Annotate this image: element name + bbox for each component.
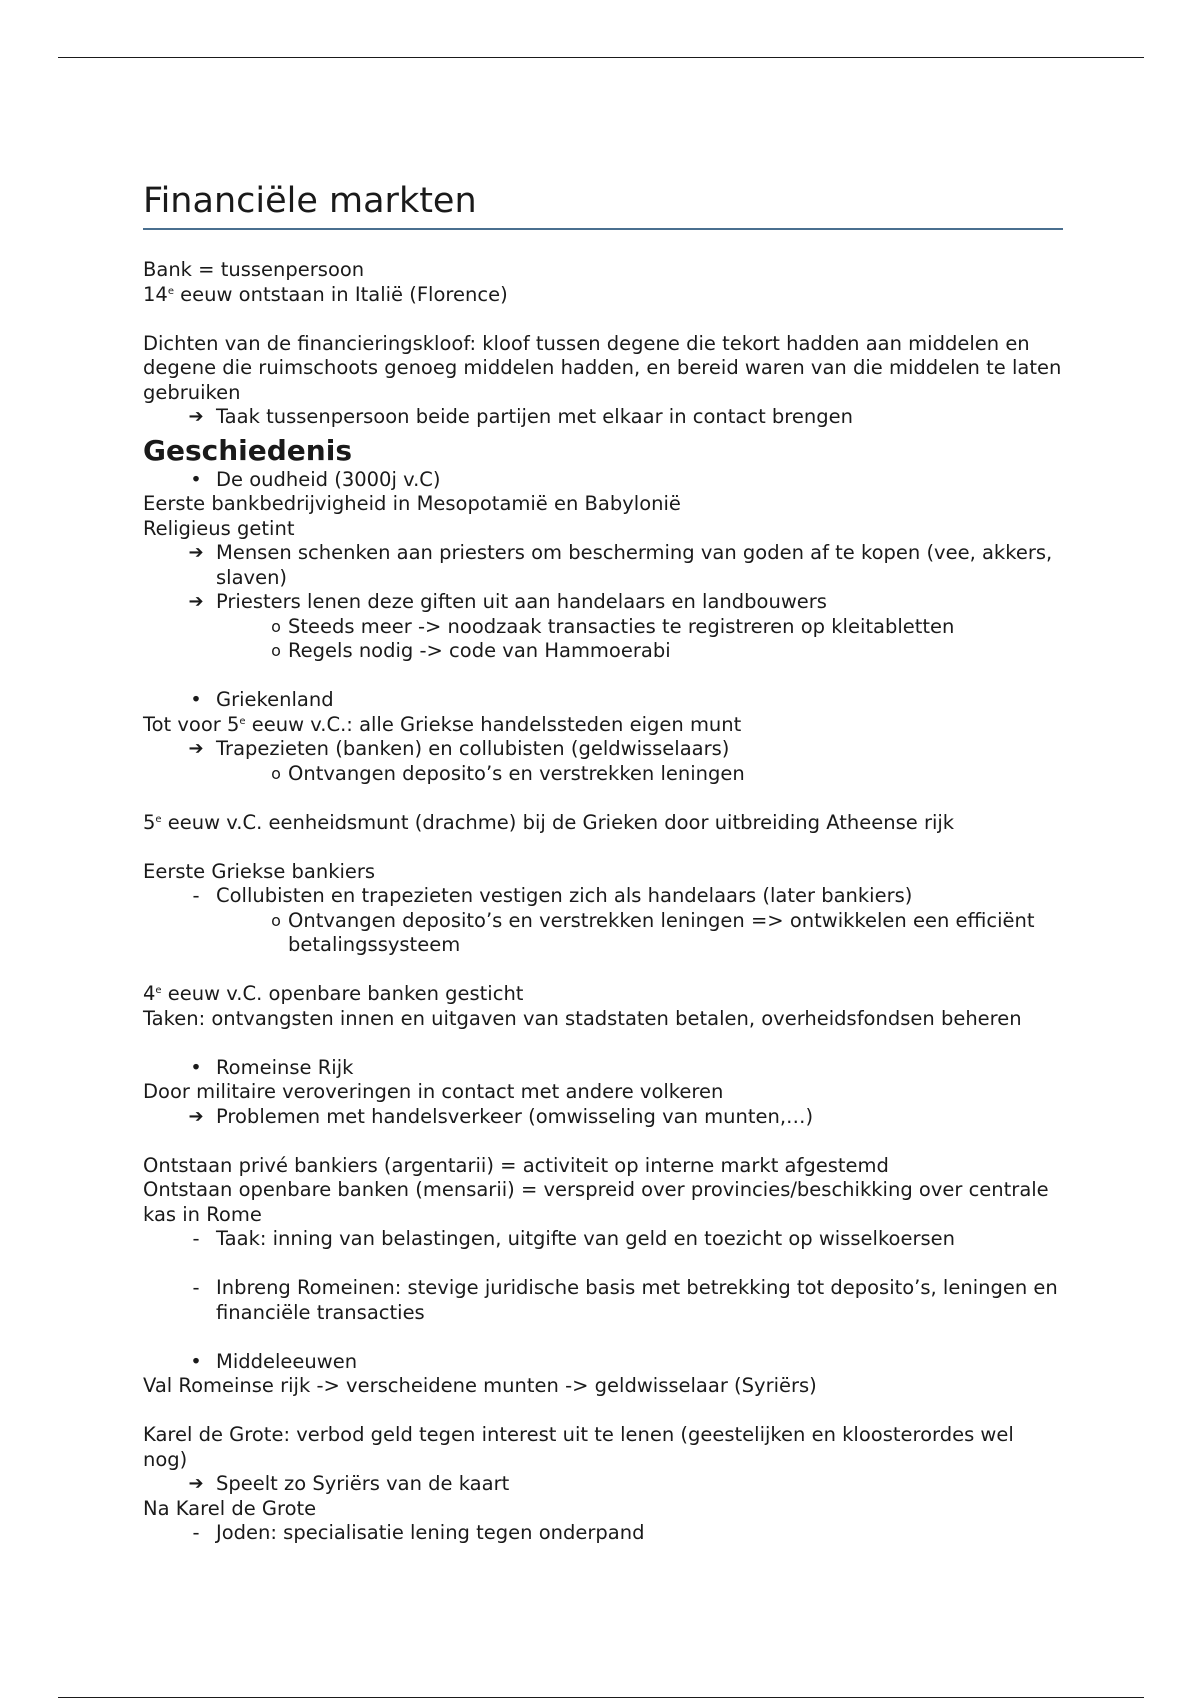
arrow-icon: ➔ <box>188 1105 204 1127</box>
bullet-icon: • <box>190 1055 202 1079</box>
section-heading: Geschiedenis <box>143 433 352 467</box>
sub-item: o Regels nodig -> code van Hammoerabi <box>143 639 1063 664</box>
bullet-item: • Romeinse Rijk <box>143 1056 1063 1081</box>
bullet-icon: • <box>190 688 202 711</box>
arrow-icon: ➔ <box>188 542 204 563</box>
page-top-rule <box>58 57 1144 58</box>
arrow-item: ➔ Speelt zo Syriërs van de kaart <box>143 1472 1063 1497</box>
dash-icon: - <box>192 1276 200 1299</box>
dash-icon: - <box>192 1521 200 1544</box>
arrow-item: ➔ Problemen met handelsverkeer (omwisseling van munten,…) <box>143 1105 1063 1130</box>
dash-item: - Taak: inning van belastingen, uitgifte van geld en toezicht op wisselkoersen <box>143 1227 1063 1252</box>
arrow-item: ➔ Taak tussenpersoon beide partijen met elkaar in contact brengen <box>143 405 1063 430</box>
text-line: Eerste bankbedrijvigheid in Mesopotamië en Babylonië <box>143 492 681 515</box>
sub-item: o Ontvangen deposito’s en verstrekken leningen => ontwikkelen een efficiënt betalingssysteem <box>143 909 1063 958</box>
text-line: 5e eeuw v.C. eenheidsmunt (drachme) bij de Grieken door uitbreiding Atheense rijk <box>143 810 955 834</box>
text-line: 4e eeuw v.C. openbare banken gesticht <box>143 982 524 1005</box>
circle-bullet-icon: o <box>271 910 281 930</box>
text-line: Tot voor 5e eeuw v.C.: alle Griekse handelssteden eigen munt <box>143 712 742 736</box>
document-body <box>143 178 1063 1546</box>
text-line: Eerste Griekse bankiers <box>143 859 376 883</box>
text-line: Religieus getint <box>143 516 295 540</box>
circle-bullet-icon: o <box>271 763 281 783</box>
bullet-icon: • <box>190 467 202 491</box>
arrow-icon: ➔ <box>188 406 204 427</box>
text-line: Ontstaan privé bankiers (argentarii) = activiteit op interne markt afgestemd <box>143 1153 889 1177</box>
sub-item: o Steeds meer -> noodzaak transacties te registreren op kleitabletten <box>143 615 1063 640</box>
bullet-item: • Griekenland <box>143 688 1063 713</box>
text-line: Na Karel de Grote <box>143 1496 317 1520</box>
bullet-item: • Middeleeuwen <box>143 1350 1063 1375</box>
intro-line: Bank = tussenpersoon <box>143 258 365 281</box>
dash-item: - Inbreng Romeinen: stevige juridische basis met betrekking tot deposito’s, leningen en financiële transacties <box>143 1276 1063 1325</box>
bullet-icon: • <box>190 1349 202 1373</box>
arrow-icon: ➔ <box>188 738 204 759</box>
dash-icon: - <box>192 1227 200 1250</box>
circle-bullet-icon: o <box>271 616 281 636</box>
text-line: Karel de Grote: verbod geld tegen interest uit te lenen (geestelijken en kloosterordes wel nog) <box>143 1423 1014 1471</box>
dash-item: - Joden: specialisatie lening tegen onderpand <box>143 1521 1063 1546</box>
text-line: Ontstaan openbare banken (mensarii) = verspreid over provincies/beschikking over centrale kas in Rome <box>143 1178 1049 1226</box>
bullet-item: • De oudheid (3000j v.C) <box>143 468 1063 493</box>
page-bottom-rule <box>58 1697 1144 1698</box>
text-line: Val Romeinse rijk -> verscheidene munten -> geldwisselaar (Syriërs) <box>143 1374 817 1397</box>
sub-item: o Ontvangen deposito’s en verstrekken leningen <box>143 762 1063 787</box>
page-title: Financiële markten <box>143 178 1063 230</box>
arrow-item: ➔ Priesters lenen deze giften uit aan handelaars en landbouwers <box>143 590 1063 615</box>
intro-line: 14e eeuw ontstaan in Italië (Florence) <box>143 282 508 306</box>
intro-paragraph: Dichten van de financieringskloof: kloof tussen degene die tekort hadden aan middelen en degene die ruimschoots genoeg middelen hadden, en bereid waren van die middelen te laten gebruiken <box>143 331 1062 404</box>
dash-icon: - <box>192 884 200 907</box>
arrow-item: ➔ Trapezieten (banken) en collubisten (geldwisselaars) <box>143 737 1063 762</box>
text-line: Door militaire veroveringen in contact met andere volkeren <box>143 1080 724 1103</box>
arrow-icon: ➔ <box>188 1473 204 1494</box>
text-line: Taken: ontvangsten innen en uitgaven van stadstaten betalen, overheidsfondsen beheren <box>143 1006 1022 1030</box>
arrow-item: ➔ Mensen schenken aan priesters om bescherming van goden af te kopen (vee, akkers, slaven) <box>143 541 1063 590</box>
dash-item: - Collubisten en trapezieten vestigen zich als handelaars (later bankiers) <box>143 884 1063 909</box>
circle-bullet-icon: o <box>271 641 281 660</box>
arrow-icon: ➔ <box>188 591 204 612</box>
